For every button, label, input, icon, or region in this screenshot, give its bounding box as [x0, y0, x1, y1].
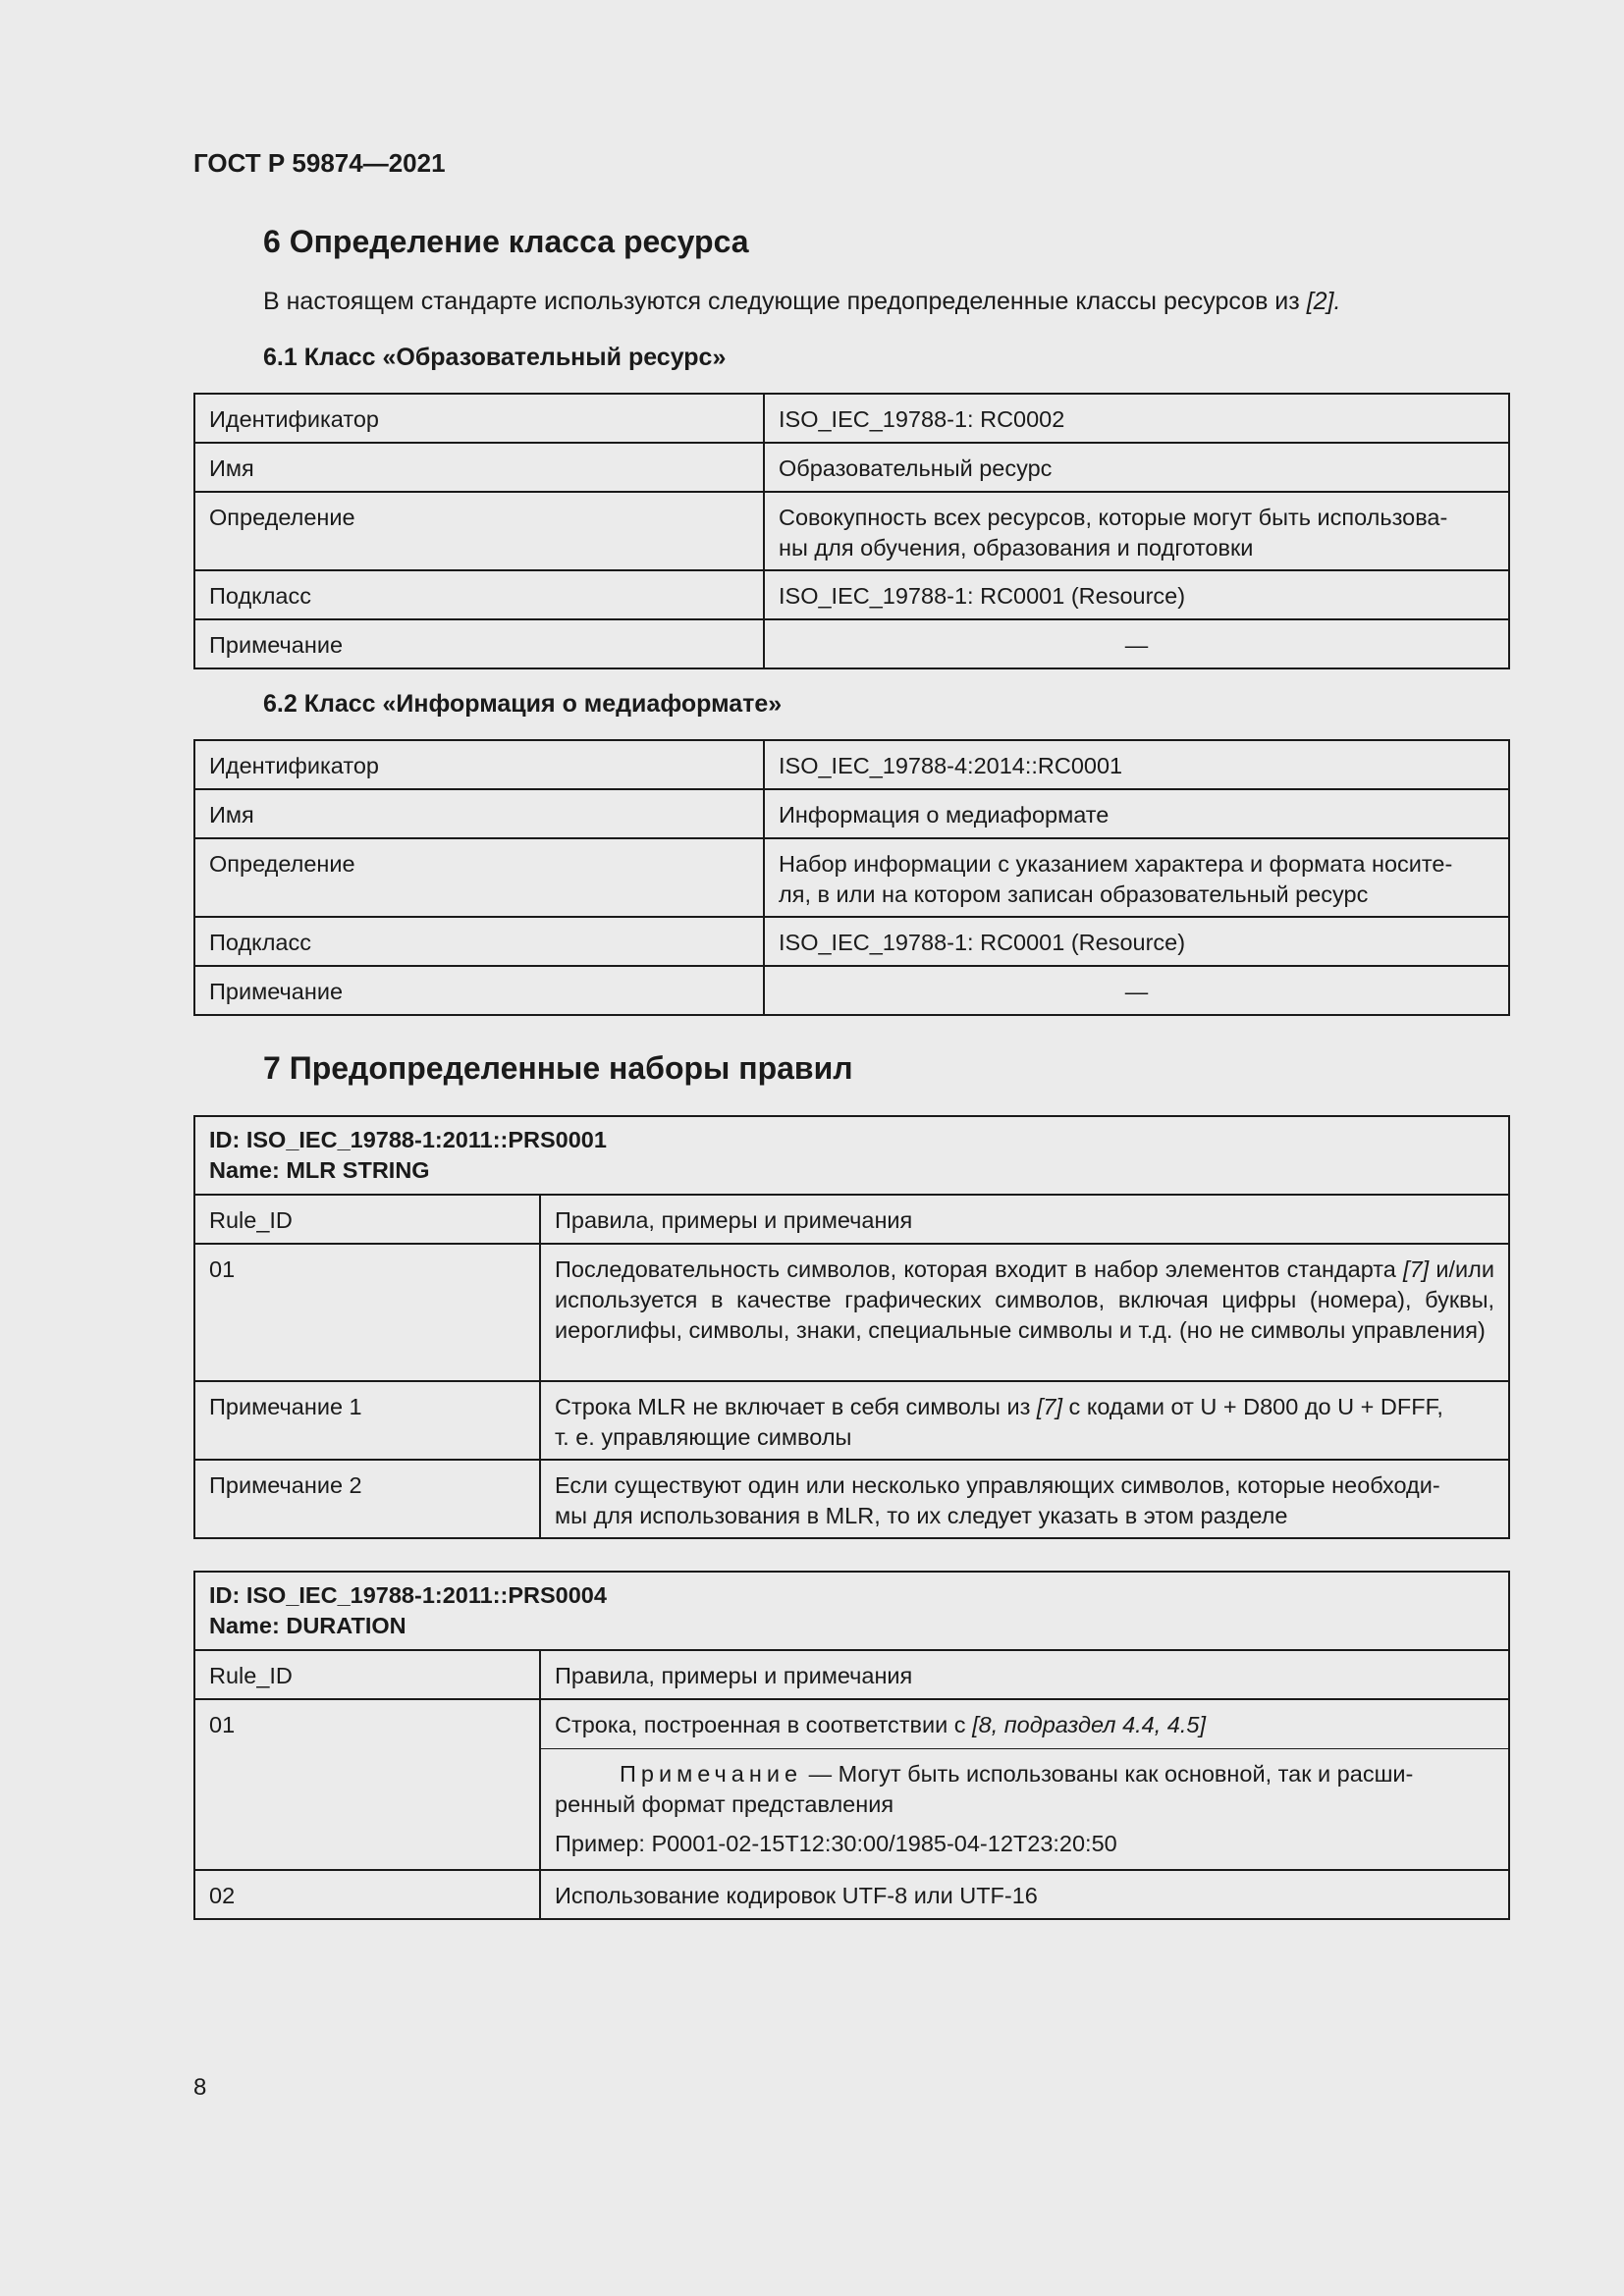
row-label: Примечание: [194, 619, 764, 668]
rule-text-part: и/или используется в качестве графических символов, включая цифры (номера), буквы, иероглифы, символы, знаки, специальные символы и т.д. (но не символы управления): [555, 1256, 1495, 1343]
note-text: [540, 1381, 1509, 1460]
ruleset-table-duration: [193, 1571, 1510, 1920]
ruleset-id: ID: ISO_IEC_19788-1:2011::PRS0004: [209, 1582, 607, 1608]
row-value: ISO_IEC_19788-4:2014::RC0001: [764, 740, 1509, 789]
section-6-2-title: 6.2 Класс «Информация о медиаформате»: [263, 690, 783, 718]
rule-text: Использование кодировок UTF-8 или UTF-16: [540, 1870, 1509, 1919]
row-value: Информация о медиаформате: [764, 789, 1509, 838]
rule-id: 01: [194, 1699, 540, 1870]
row-value: —: [764, 966, 1509, 1015]
rule-text-part: Последовательность символов, которая входит в набор элементов стандарта: [555, 1256, 1396, 1282]
ruleset-header: [194, 1116, 1509, 1195]
ruleset-table-mlr-string: [193, 1115, 1510, 1539]
rule-reference: [8, подраздел 4.4, 4.5]: [972, 1712, 1207, 1737]
rule-text-part: Строка, построенная в соответствии с: [555, 1712, 966, 1737]
note-reference: [7]: [1036, 1394, 1063, 1419]
note-text-part: с кодами от U + D800 до U + DFFF,: [1068, 1394, 1443, 1419]
note-text-part: ренный формат представления: [555, 1790, 894, 1817]
rule-id: 01: [194, 1244, 540, 1381]
value-line: Набор информации с указанием характера и формата носите-: [779, 851, 1453, 877]
rule-text: [540, 1244, 1509, 1381]
class-table-educational-resource: [193, 393, 1510, 669]
intro-text: В настоящем стандарте используются следующие предопределенные классы ресурсов из: [263, 288, 1300, 315]
intro-reference: [2].: [1306, 288, 1341, 315]
column-header-rule-id: Rule_ID: [194, 1650, 540, 1699]
note-label: Примечание: [620, 1760, 803, 1787]
row-value: —: [764, 619, 1509, 668]
rule-text: [540, 1699, 1509, 1748]
note-text-part: Если существуют один или несколько управляющих символов, которые необходи-: [555, 1472, 1440, 1498]
section-6-title: 6 Определение класса ресурса: [263, 224, 749, 259]
row-value: ISO_IEC_19788-1: RC0001 (Resource): [764, 917, 1509, 966]
row-label: Имя: [194, 443, 764, 492]
note-label: Примечание 2: [194, 1460, 540, 1538]
ruleset-name: Name: DURATION: [209, 1613, 406, 1638]
value-line: Совокупность всех ресурсов, которые могут быть использова-: [779, 505, 1448, 530]
row-label: Примечание: [194, 966, 764, 1015]
note-text-part: мы для использования в MLR, то их следует указать в этом разделе: [555, 1503, 1288, 1528]
row-label: Идентификатор: [194, 394, 764, 443]
row-value: ISO_IEC_19788-1: RC0002: [764, 394, 1509, 443]
value-line: ля, в или на котором записан образовательный ресурс: [779, 881, 1369, 907]
row-value: ISO_IEC_19788-1: RC0001 (Resource): [764, 570, 1509, 619]
ruleset-header: [194, 1572, 1509, 1650]
ruleset-name: Name: MLR STRING: [209, 1157, 430, 1183]
class-table-media-format: [193, 739, 1510, 1016]
document-code: ГОСТ Р 59874—2021: [193, 148, 446, 178]
note-text-part: — Могут быть использованы как основной, так и расши-: [808, 1760, 1414, 1787]
note-label: Примечание 1: [194, 1381, 540, 1460]
rule-note: [540, 1748, 1509, 1870]
row-value: [764, 492, 1509, 570]
row-label: Подкласс: [194, 570, 764, 619]
rule-example: Пример: P0001-02-15T12:30:00/1985-04-12T23:20:50: [555, 1830, 1117, 1856]
row-label: Подкласс: [194, 917, 764, 966]
row-label: Определение: [194, 492, 764, 570]
ruleset-id: ID: ISO_IEC_19788-1:2011::PRS0001: [209, 1127, 607, 1152]
row-label: Имя: [194, 789, 764, 838]
section-7-title: 7 Предопределенные наборы правил: [263, 1050, 853, 1086]
rule-reference: [7]: [1403, 1256, 1430, 1282]
column-header-rules: Правила, примеры и примечания: [540, 1650, 1509, 1699]
value-line: ны для обучения, образования и подготовки: [779, 535, 1254, 561]
note-text: [540, 1460, 1509, 1538]
row-value: Образовательный ресурс: [764, 443, 1509, 492]
row-label: Определение: [194, 838, 764, 917]
note-text-part: т. е. управляющие символы: [555, 1424, 852, 1450]
row-label: Идентификатор: [194, 740, 764, 789]
column-header-rule-id: Rule_ID: [194, 1195, 540, 1244]
row-value: [764, 838, 1509, 917]
page-number: 8: [193, 2074, 207, 2101]
note-text-part: Строка MLR не включает в себя символы из: [555, 1394, 1031, 1419]
section-6-intro: [263, 288, 1340, 316]
section-6-1-title: 6.1 Класс «Образовательный ресурс»: [263, 344, 727, 371]
rule-id: 02: [194, 1870, 540, 1919]
column-header-rules: Правила, примеры и примечания: [540, 1195, 1509, 1244]
